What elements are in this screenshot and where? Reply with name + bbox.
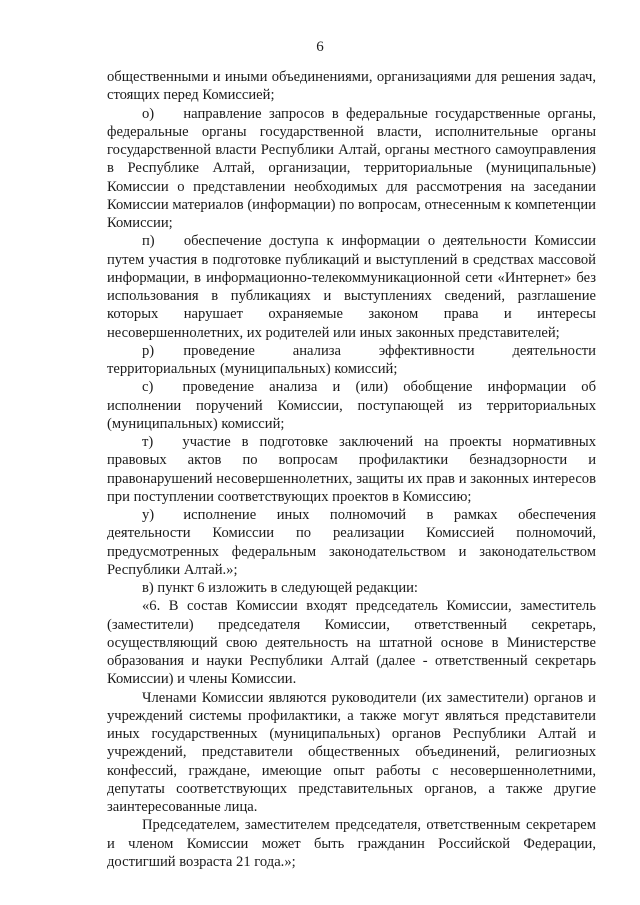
- paragraph-clause-6: «6. В состав Комиссии входят председатель Комиссии, заместитель (заместители) председателя Комиссии, ответственный секретарь, осуществляющий свою деятельность на штатной основе в Министерстве образования и науки Республики Алтай (далее - ответственный секретарь Комиссии) и члены Комиссии.: [107, 598, 596, 688]
- paragraph-item-s: с) проведение анализа и (или) обобщение информации об исполнении поручений Комиссии, поступающей из территориальных (муниципальных) комиссий;: [107, 379, 596, 432]
- paragraph-eligibility: Председателем, заместителем председателя, ответственным секретарем и членом Комиссии может быть гражданин Российской Федерации, достигший возраста 21 года.»;: [107, 817, 596, 870]
- paragraph-item-p: п) обеспечение доступа к информации о деятельности Комиссии путем участия в подготовке публикаций и выступлений в средствах массовой информации, в информационно-телекоммуникационной сети «Интернет» без использования в публикациях и выступлениях сведений, разглашение которых нарушает охраняемые законом права и интересы несовершеннолетних, их родителей или иных законных представителей;: [107, 233, 596, 341]
- paragraph-members: Членами Комиссии являются руководители (их заместители) органов и учреждений системы профилактики, а также могут являться представители иных государственных (муниципальных) органов Республики Алтай и учреждений, представители общественных объединений, религиозных конфессий, граждане, имеющие опыт работы с несовершеннолетними, депутаты соответствующих представительных органов, а также другие заинтересованные лица.: [107, 689, 596, 815]
- paragraph-item-r: р) проведение анализа эффективности деятельности территориальных (муниципальных) комиссий;: [107, 342, 596, 377]
- paragraph-item-u: у) исполнение иных полномочий в рамках обеспечения деятельности Комиссии по реализации Комиссией полномочий, предусмотренных федеральным законодательством и законодательством Республики Алтай.»;: [107, 507, 596, 578]
- paragraph-item-o: о) направление запросов в федеральные государственные органы, федеральные органы государственной власти, исполнительные органы государственной власти Республики Алтай, органы местного самоуправления в Республике Алтай, организации, территориальные (муниципальные) Комиссии о представлении необходимых для рассмотрения на заседании Комиссии материалов (информации) по вопросам, отнесенным к компетенции Комиссии;: [107, 105, 596, 231]
- paragraph-amendment-v: в) пункт 6 изложить в следующей редакции:: [142, 580, 418, 596]
- document-body: [107, 68, 596, 871]
- page-number: 6: [316, 39, 324, 55]
- paragraph-continuation: общественными и иными объединениями, организациями для решения задач, стоящих перед Комиссией;: [107, 69, 596, 104]
- paragraph-item-t: т) участие в подготовке заключений на проекты нормативных правовых актов по вопросам профилактики безнадзорности и правонарушений несовершеннолетних, защиты их прав и законных интересов при поступлении соответствующих проектов в Комиссию;: [107, 434, 596, 505]
